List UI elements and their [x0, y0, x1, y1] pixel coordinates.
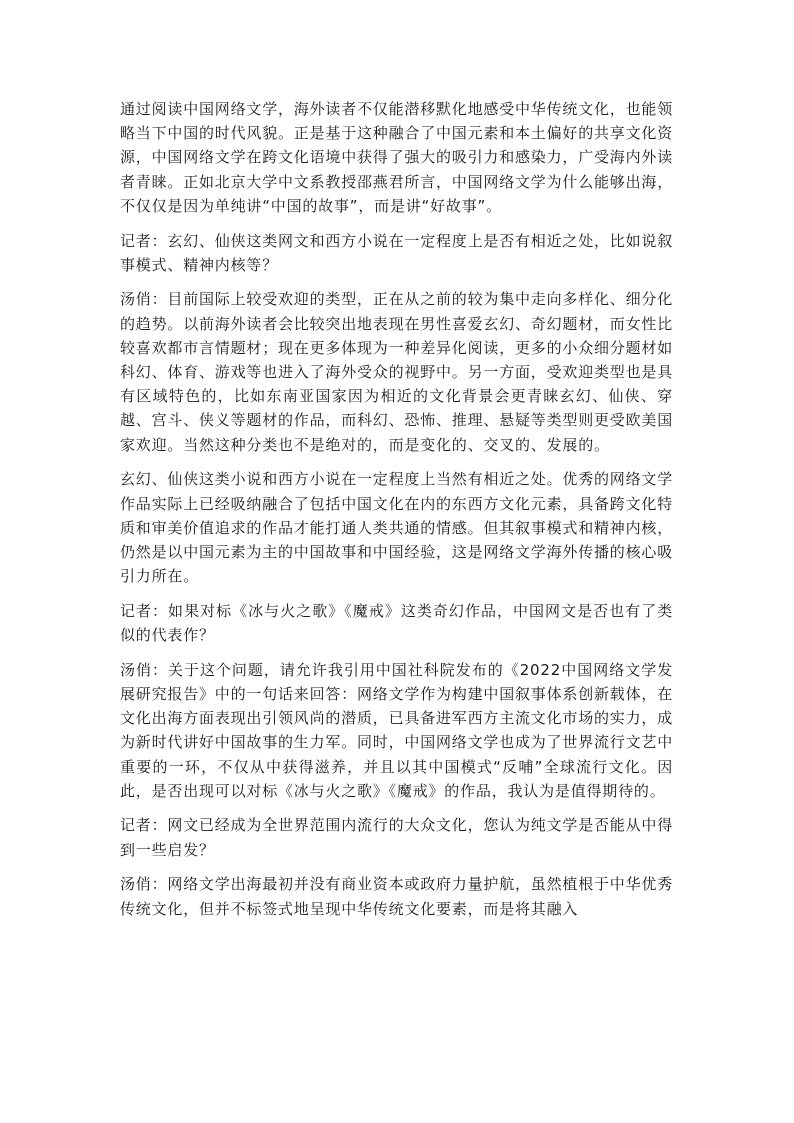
paragraph-answer-3: 汤俏：网络文学出海最初并没有商业资本或政府力量护航，虽然植根于中华优秀传统文化，但并不标签式地呈现中华传统文化要素，而是将其融入 [120, 875, 674, 918]
paragraph-question-2: 记者：如果对标《冰与火之歌》《魔戒》这类奇幻作品，中国网文是否也有了类似的代表作？ [120, 601, 673, 645]
article-body [120, 97, 673, 931]
paragraph-answer-1: 汤俏：目前国际上较受欢迎的类型，正在从之前的较为集中走向多样化、细分化的趋势。以前海外读者会比较突出地表现在男性喜爱玄幻、奇幻题材，而女性比较喜欢都市言情题材；现在更多体现为一种差异化阅读，更多的小众细分题材如科幻、体育、游戏等也进入了海外受众的视野中。另一方面，受欢迎类型也是具有区域特色的，比如东南亚国家因为相近的文化背景会更青睐玄幻、仙侠、穿越、宫斗、侠义等题材的作品，而科幻、恐怖、推理、悬疑等类型则更受欧美国家欢迎。当然这种分类也不是绝对的，而是变化的、交叉的、发展的。 [120, 290, 674, 454]
paragraph-question-3: 记者：网文已经成为全世界范围内流行的大众文化，您认为纯文学是否能从中得到一些启发？ [120, 816, 674, 859]
paragraph-question-1: 记者：玄幻、仙侠这类网文和西方小说在一定程度上是否有相近之处，比如说叙事模式、精神内核等？ [120, 231, 674, 274]
paragraph-answer-2: 汤俏：关于这个问题，请允许我引用中国社科院发布的《2022中国网络文学发展研究报告》中的一句话来回答：网络文学作为构建中国叙事体系创新载体，在文化出海方面表现出引领风尚的潜质，已具备进军西方主流文化市场的实力，成为新时代讲好中国故事的生力军。同时，中国网络文学也成为了世界流行文艺中重要的一环，不仅从中获得滋养，并且以其中国模式“反哺”全球流行文化。因此，是否出现可以对标《冰与火之歌》《魔戒》的作品，我认为是值得期待的。 [120, 660, 674, 800]
paragraph-intro: 通过阅读中国网络文学，海外读者不仅能潜移默化地感受中华传统文化，也能领略当下中国的时代风貌。正是基于这种融合了中国元素和本土偏好的共享文化资源，中国网络文学在跨文化语境中获得了强大的吸引力和感染力，广受海内外读者青睐。正如北京大学中文系教授邵燕君所言，中国网络文学为什么能够出海，不仅仅是因为单纯讲“中国的故事”，而是讲“好故事”。 [120, 100, 674, 215]
paragraph-answer-1-continued: 玄幻、仙侠这类小说和西方小说在一定程度上当然有相近之处。优秀的网络文学作品实际上已经吸纳融合了包括中国文化在内的东西方文化元素，具备跨文化特质和审美价值追求的作品才能打通人类共通的情感。但其叙事模式和精神内核，仍然是以中国元素为主的中国故事和中国经验，这是网络文学海外传播的核心吸引力所在。 [120, 470, 674, 586]
